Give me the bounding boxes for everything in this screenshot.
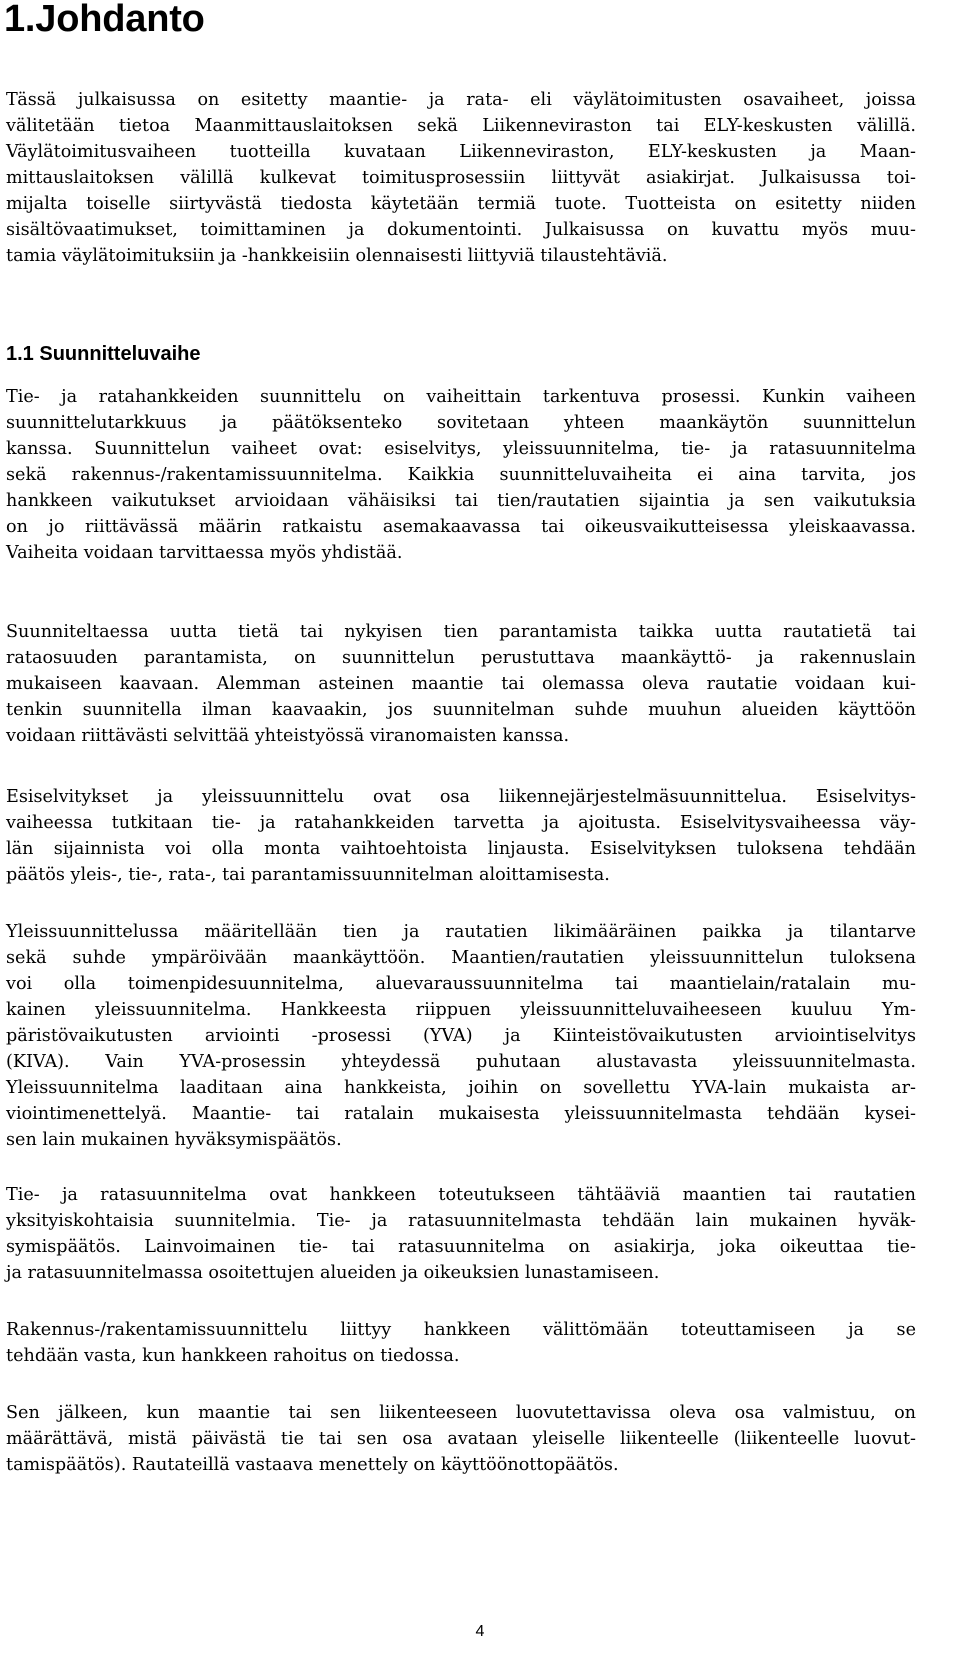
paragraph-3 — [6, 784, 916, 888]
text-line: Vaiheita voidaan tarvittaessa myös yhdistää. — [6, 543, 403, 563]
text-line: vaiheessa tutkitaan tie- ja ratahankkeiden tarvetta ja ajoitusta. Esiselvitysvaiheessa väy- — [6, 813, 916, 833]
text-line: Tie- ja ratahankkeiden suunnittelu on vaiheittain tarkentuva prosessi. Kunkin vaiheen — [6, 387, 916, 407]
text-line: Tie- ja ratasuunnitelma ovat hankkeen toteutukseen tähtääviä maantien tai rautatien — [6, 1185, 916, 1205]
paragraph-2 — [6, 619, 916, 749]
text-line: tamia väylätoimituksiin ja -hankkeisiin olennaisesti liittyviä tilaustehtäviä. — [6, 246, 668, 266]
text-line: mijalta toiselle siirtyvästä tiedosta käytetään termiä tuote. Tuotteista on esitetty niiden — [6, 194, 916, 214]
paragraph-5 — [6, 1182, 916, 1286]
text-line: Väylätoimitusvaiheen tuotteilla kuvataan Liikenneviraston, ELY-keskusten ja Maan- — [6, 142, 916, 162]
text-line: päristövaikutusten arviointi -prosessi (YVA) ja Kiinteistövaikutusten arviointiselvitys — [6, 1026, 916, 1046]
paragraph-7 — [6, 1400, 916, 1478]
text-line: hankkeen vaikutukset arvioidaan vähäisiksi tai tien/rautatien sijaintia ja sen vaikutuksia — [6, 491, 916, 511]
paragraph-4 — [6, 919, 916, 1153]
text-line: päätös yleis-, tie-, rata-, tai parantamissuunnitelman aloittamisesta. — [6, 865, 610, 885]
section-heading: 1.1 Suunnitteluvaihe — [6, 343, 201, 365]
text-line: yksityiskohtaisia suunnitelmia. Tie- ja ratasuunnitelmasta tehdään lain mukainen hyväk- — [6, 1211, 916, 1231]
text-line: voi olla toimenpidesuunnitelma, aluevaraussuunnitelma tai maantielain/ratalain mu- — [6, 974, 916, 994]
text-line: suunnittelutarkkuus ja päätöksenteko sovitetaan yhteen maankäytön suunnittelun — [6, 413, 916, 433]
text-line: sekä suhde ympäröivään maankäyttöön. Maantien/rautatien yleissuunnittelun tuloksena — [6, 948, 916, 968]
text-line: ja ratasuunnitelmassa osoitettujen alueiden ja oikeuksien lunastamiseen. — [6, 1263, 660, 1283]
text-line: viointimenettelyä. Maantie- tai ratalain mukaisesta yleissuunnitelmasta tehdään kysei- — [6, 1104, 916, 1124]
text-line: Rakennus-/rakentamissuunnittelu liittyy hankkeen välittömään toteuttamiseen ja se — [6, 1320, 916, 1340]
text-line: voidaan riittävästi selvittää yhteistyössä viranomaisten kanssa. — [6, 726, 570, 746]
text-line: tenkin suunnitella ilman kaavaakin, jos suunnitelman suhde muuhun alueiden käyttöön — [6, 700, 916, 720]
text-line: tehdään vasta, kun hankkeen rahoitus on tiedossa. — [6, 1346, 460, 1366]
text-line: kainen yleissuunnitelma. Hankkeesta riippuen yleissuunnitteluvaiheeseen kuuluu Ym- — [6, 1000, 916, 1020]
text-line: län sijainnista voi olla monta vaihtoehtoista linjausta. Esiselvityksen tuloksena tehdään — [6, 839, 916, 859]
text-line: sisältövaatimukset, toimittaminen ja dokumentointi. Julkaisussa on kuvattu myös muu- — [6, 220, 916, 240]
text-line: sekä rakennus-/rakentamissuunnitelma. Kaikkia suunnitteluvaiheita ei aina tarvita, jos — [6, 465, 916, 485]
text-line: Esiselvitykset ja yleissuunnittelu ovat osa liikennejärjestelmäsuunnittelua. Esiselvitys- — [6, 787, 916, 807]
text-line: välitetään tietoa Maanmittauslaitoksen sekä Liikenneviraston tai ELY-keskusten välillä. — [6, 116, 916, 136]
text-line: mukaiseen kaavaan. Alemman asteinen maantie tai olemassa oleva rautatie voidaan kui- — [6, 674, 916, 694]
text-line: tamispäätös). Rautateillä vastaava menettely on käyttöönottopäätös. — [6, 1455, 619, 1475]
text-line: Tässä julkaisussa on esitetty maantie- ja rata- eli väylätoimitusten osavaiheet, joissa — [6, 90, 916, 110]
text-line: (KIVA). Vain YVA-prosessin yhteydessä puhutaan alustavasta yleissuunnitelmasta. — [6, 1052, 916, 1072]
text-line: Sen jälkeen, kun maantie tai sen liikenteeseen luovutettavissa oleva osa valmistuu, on — [6, 1403, 916, 1423]
text-line: sen lain mukainen hyväksymispäätös. — [6, 1130, 342, 1150]
text-line: kanssa. Suunnittelun vaiheet ovat: esiselvitys, yleissuunnitelma, tie- ja ratasuunnitelma — [6, 439, 916, 459]
text-line: symispäätös. Lainvoimainen tie- tai ratasuunnitelma on asiakirja, joka oikeuttaa tie- — [6, 1237, 916, 1257]
text-line: määrättävä, mistä päivästä tie tai sen osa avataan yleiselle liikenteelle (liikenteelle luovut- — [6, 1429, 916, 1449]
text-line: Yleissuunnittelussa määritellään tien ja rautatien likimääräinen paikka ja tilantarve — [6, 922, 916, 942]
paragraph-6 — [6, 1317, 916, 1369]
page-number: 4 — [475, 1623, 485, 1640]
intro-paragraph — [6, 87, 916, 269]
text-line: rataosuuden parantamista, on suunnittelun perustuttava maankäyttö- ja rakennuslain — [6, 648, 916, 668]
text-line: Yleissuunnitelma laaditaan aina hankkeista, joihin on sovellettu YVA-lain mukaista ar- — [6, 1078, 916, 1098]
text-line: on jo riittävässä määrin ratkaistu asemakaavassa tai oikeusvaikutteisessa yleiskaavassa. — [6, 517, 916, 537]
text-line: Suunniteltaessa uutta tietä tai nykyisen tien parantamista taikka uutta rautatietä tai — [6, 622, 916, 642]
paragraph-1 — [6, 384, 916, 566]
text-line: mittauslaitoksen välillä kulkevat toimitusprosessiin liittyvät asiakirjat. Julkaisussa toi- — [6, 168, 916, 188]
chapter-heading: 1.Johdanto — [4, 0, 205, 40]
